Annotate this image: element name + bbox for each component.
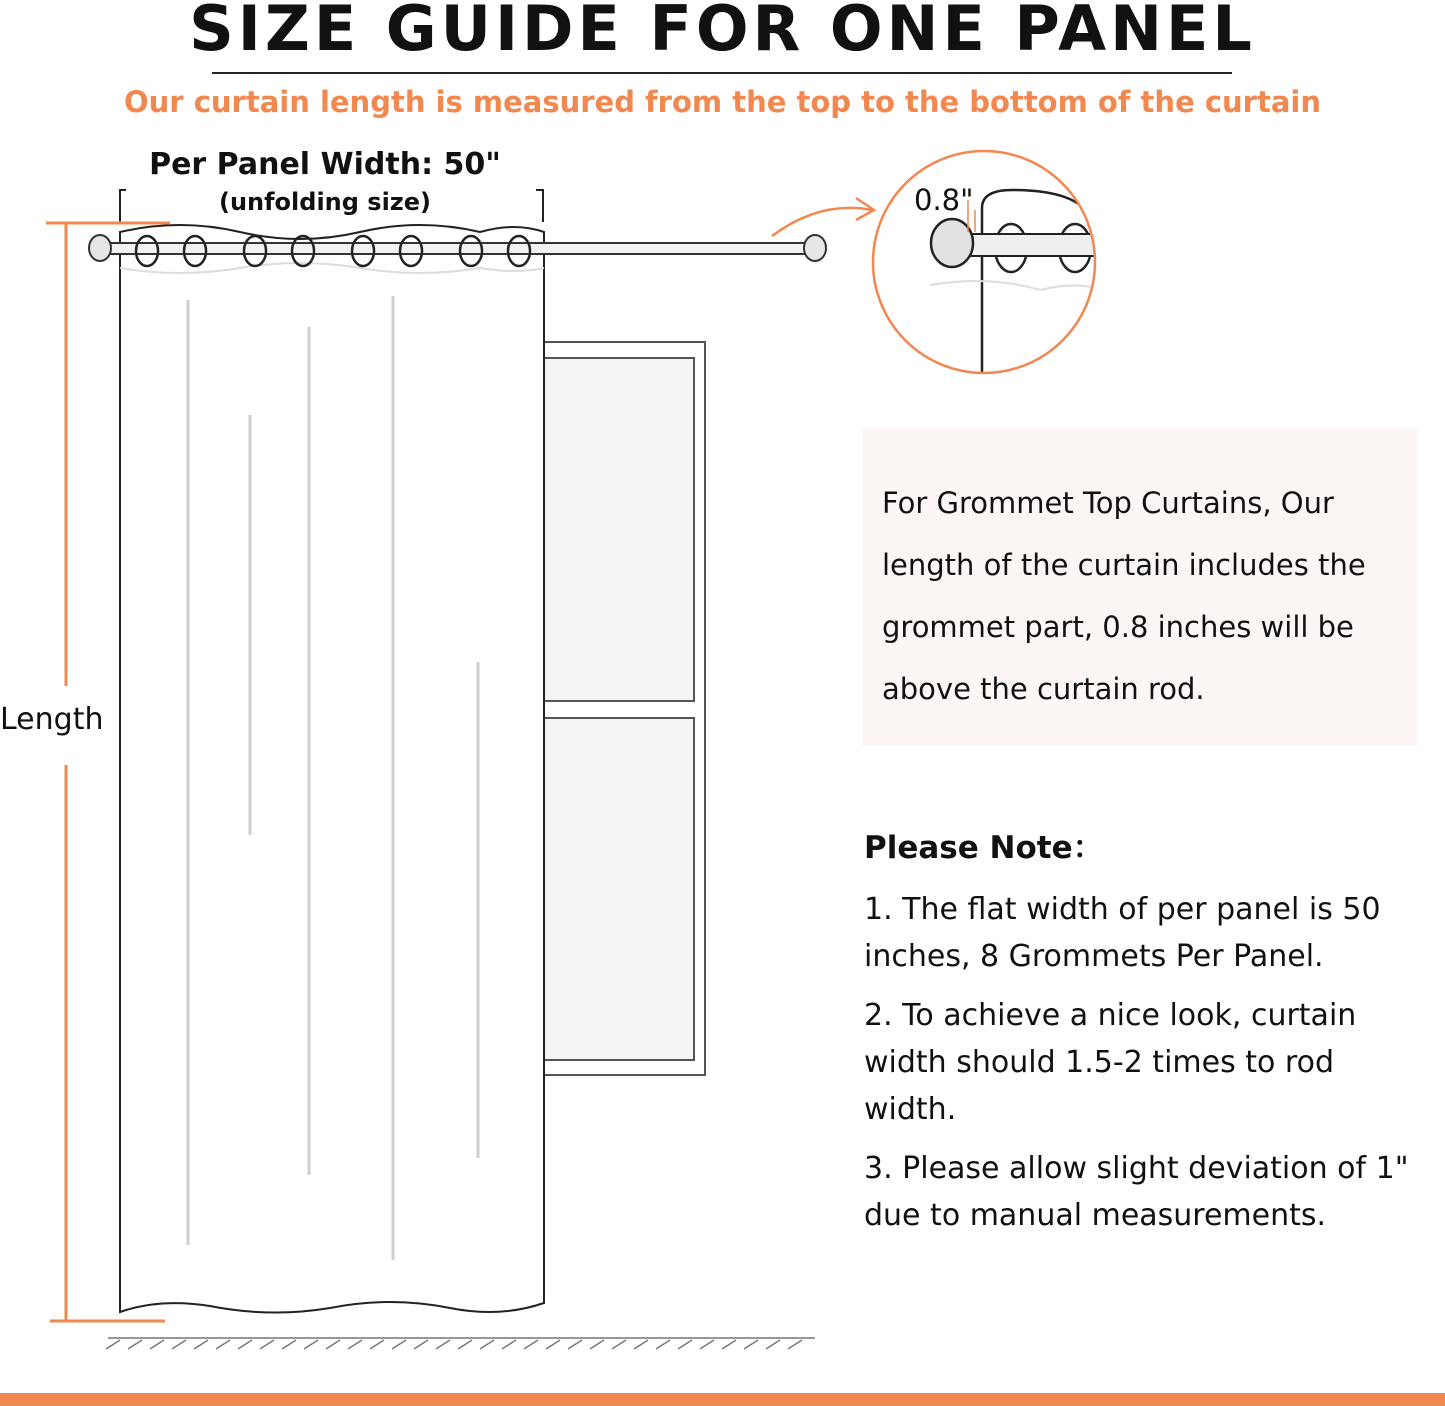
floor [106, 1338, 815, 1349]
floor-hatch-mark [524, 1340, 538, 1349]
floor-hatch-mark [436, 1340, 450, 1349]
grommet-offset-label: 0.8" [914, 183, 974, 217]
length-label: Length [0, 702, 104, 737]
panel-width-label: Per Panel Width: 50" [149, 147, 501, 182]
zoom-arrow [772, 198, 874, 236]
floor-hatch-mark [656, 1340, 670, 1349]
window-frame [540, 342, 705, 1075]
curtain-panel [120, 225, 544, 1313]
floor-hatch-mark [370, 1340, 384, 1349]
floor-hatch-mark [238, 1340, 252, 1349]
notes-title: Please Note： [864, 830, 1104, 866]
floor-hatch-mark [568, 1340, 582, 1349]
floor-hatch-mark [106, 1340, 120, 1349]
floor-hatch-mark [260, 1340, 274, 1349]
floor-hatch-mark [172, 1340, 186, 1349]
floor-hatch-mark [150, 1340, 164, 1349]
floor-hatch-mark [480, 1340, 494, 1349]
floor-hatch-mark [128, 1340, 142, 1349]
floor-hatch-mark [766, 1340, 780, 1349]
page-title: SIZE GUIDE FOR ONE PANEL [189, 0, 1256, 65]
floor-hatch-mark [216, 1340, 230, 1349]
floor-hatch-mark [744, 1340, 758, 1349]
note-item: 3. Please allow slight deviation of 1" due to manual measurements. [864, 1151, 1409, 1233]
floor-hatch-mark [414, 1340, 428, 1349]
floor-hatch-mark [458, 1340, 472, 1349]
info-line: length of the curtain includes the [882, 548, 1366, 582]
info-line: grommet part, 0.8 inches will be [882, 610, 1354, 644]
grommet-info-box [862, 428, 1418, 746]
info-line: For Grommet Top Curtains, Our [882, 486, 1334, 520]
floor-hatch-mark [326, 1340, 340, 1349]
floor-hatch-mark [634, 1340, 648, 1349]
floor-hatch-mark [348, 1340, 362, 1349]
panel-width-note: (unfolding size) [218, 188, 432, 216]
floor-hatch-mark [304, 1340, 318, 1349]
subtitle: Our curtain length is measured from the top to the bottom of the curtain [124, 85, 1321, 119]
floor-hatch-mark [700, 1340, 714, 1349]
floor-hatch-mark [678, 1340, 692, 1349]
floor-hatch-mark [590, 1340, 604, 1349]
note-item: 2. To achieve a nice look, curtain width should 1.5-2 times to rod width. [864, 998, 1357, 1127]
notes-list [864, 886, 1434, 1251]
floor-hatch-mark [282, 1340, 296, 1349]
floor-hatch-mark [546, 1340, 560, 1349]
floor-hatch-mark [788, 1340, 802, 1349]
floor-hatch-mark [722, 1340, 736, 1349]
floor-hatch-mark [502, 1340, 516, 1349]
floor-hatch-mark [392, 1340, 406, 1349]
note-item: 1. The flat width of per panel is 50 inches, 8 Grommets Per Panel. [864, 892, 1381, 974]
floor-hatch-mark [194, 1340, 208, 1349]
info-line: above the curtain rod. [882, 672, 1205, 706]
floor-hatch-mark [612, 1340, 626, 1349]
bottom-accent-bar [0, 1393, 1445, 1406]
